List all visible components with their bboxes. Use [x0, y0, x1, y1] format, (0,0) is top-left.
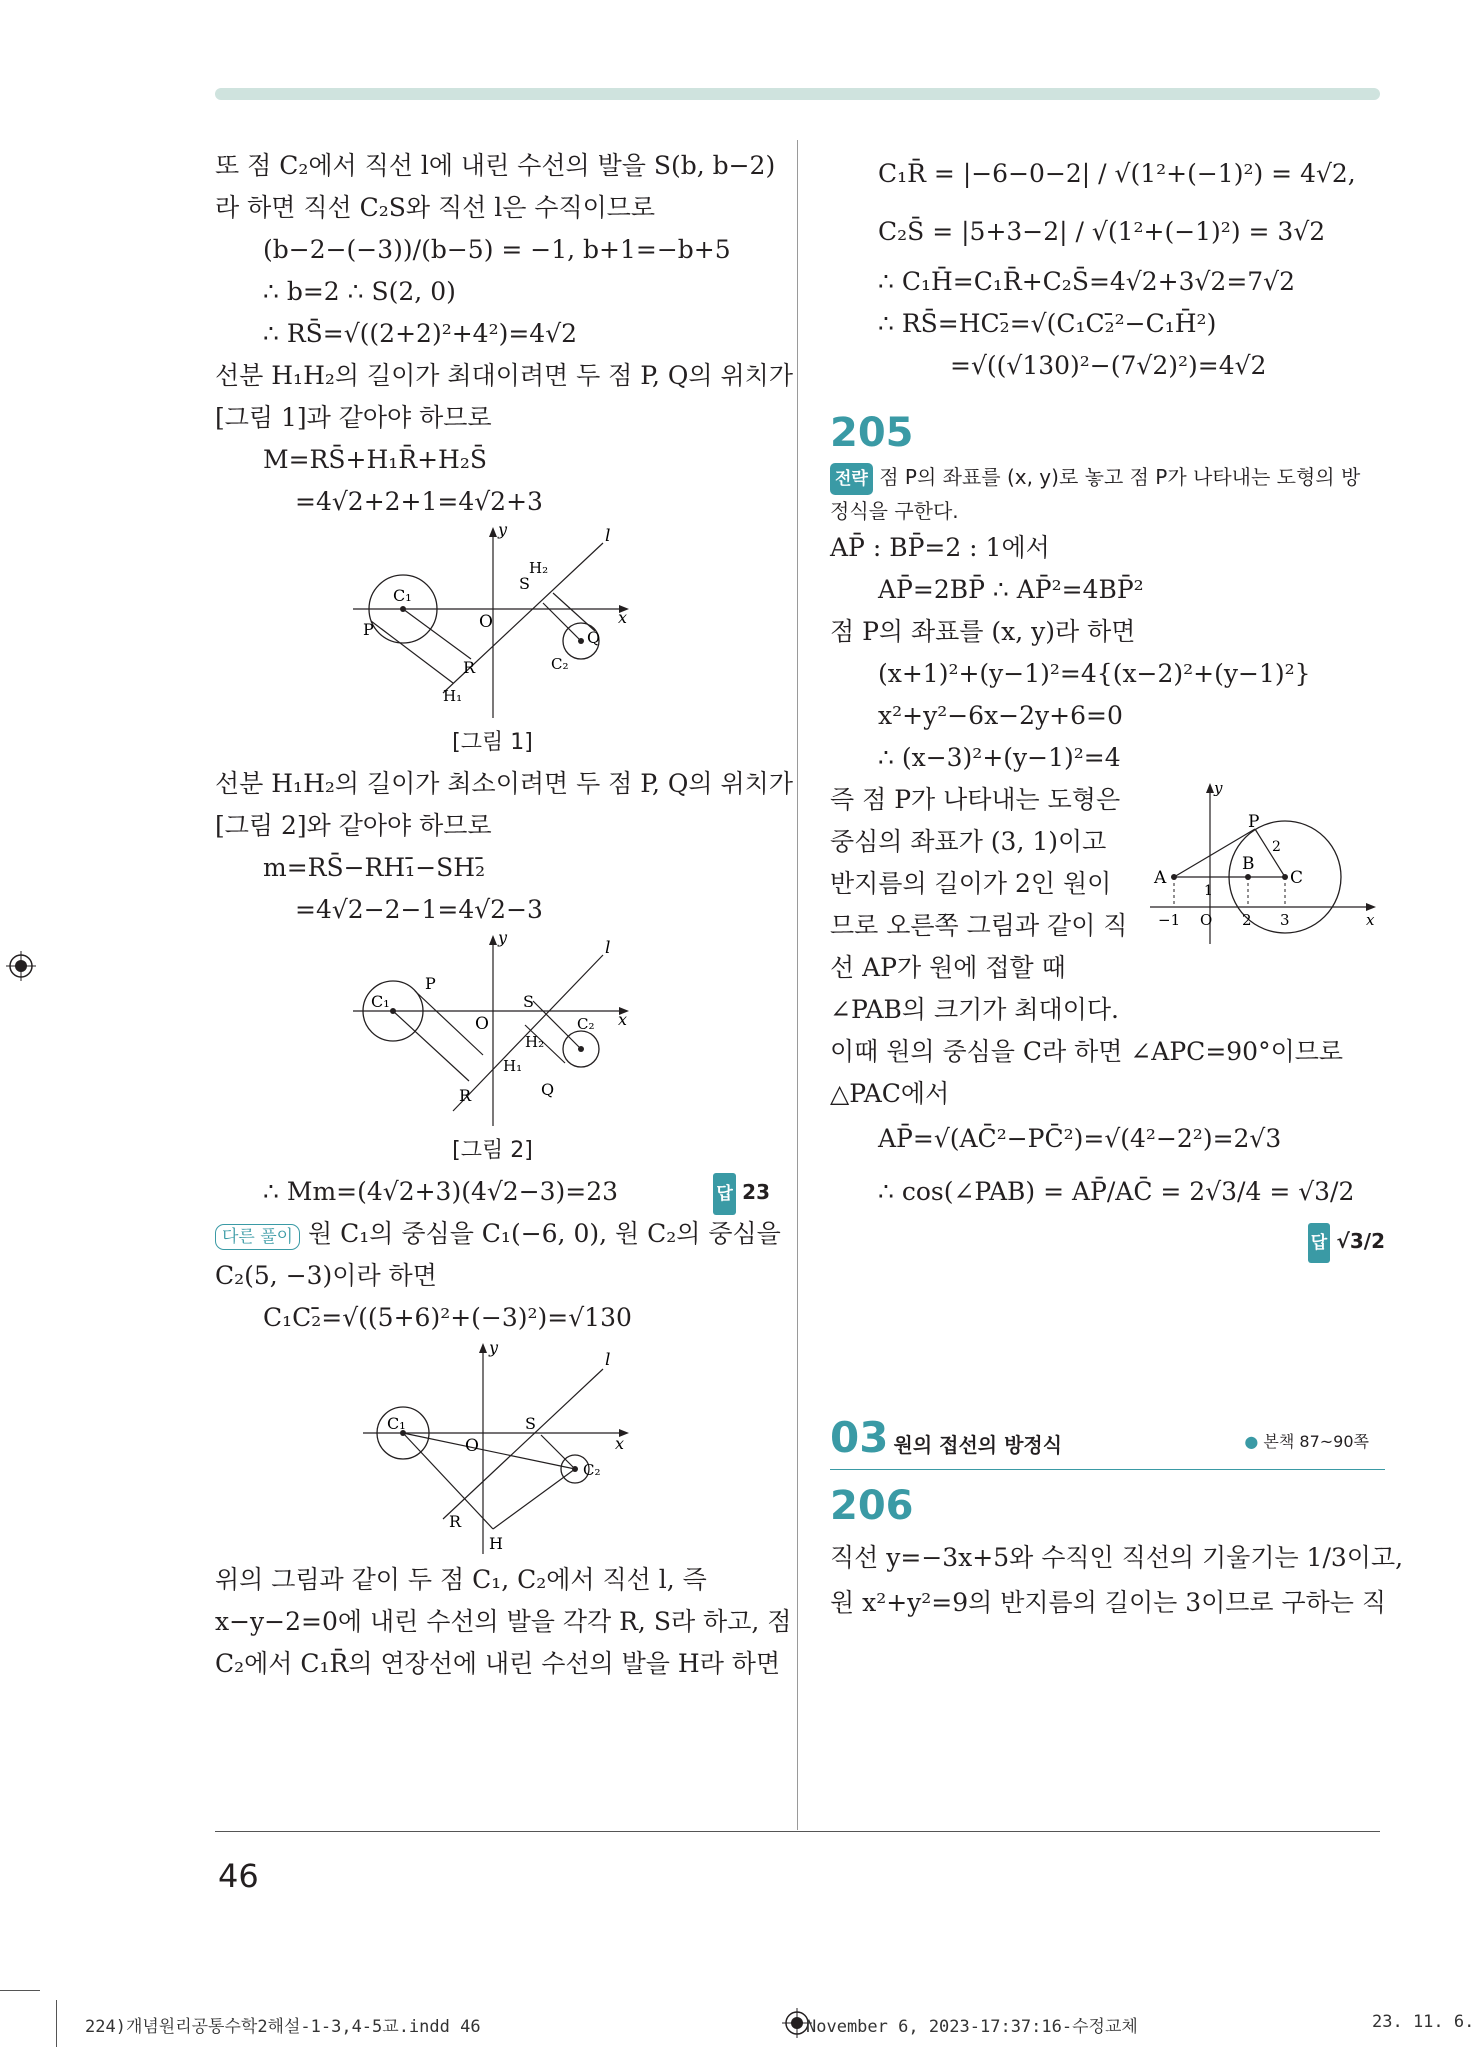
answer-label: 답	[713, 1173, 735, 1215]
svg-text:S: S	[518, 574, 530, 593]
answer	[830, 1221, 1385, 1263]
text-line: 므로 오른쪽 그림과 같이 직	[830, 911, 1128, 940]
equation: =4√2−2−1=4√2−3	[295, 895, 543, 924]
equation: (x+1)²+(y−1)²=4{(x−2)²+(y−1)²}	[878, 659, 1311, 688]
text-line: 즉 점 P가 나타내는 도형은	[830, 785, 1121, 814]
text-line: AP̄ : BP̄=2 : 1에서	[830, 533, 1050, 562]
figure-2-diagram	[343, 931, 643, 1131]
svg-text:C₁: C₁	[386, 1414, 406, 1433]
equation: ∴ b=2 ∴ S(2, 0)	[263, 277, 456, 306]
text-line: x−y−2=0에 내린 수선의 발을 각각 R, S라 하고, 점	[215, 1607, 792, 1636]
svg-text:l: l	[604, 938, 610, 958]
svg-text:3: 3	[1280, 911, 1290, 929]
figure-1-diagram	[343, 523, 643, 723]
section-title: 원의 접선의 방정식	[893, 1433, 1063, 1457]
text-line	[215, 1213, 781, 1255]
equation: ∴ cos(∠PAB) = AP̄/AC̄ = 2√3/4 = √3/2	[878, 1177, 1355, 1206]
equation: ∴ Mm=(4√2+3)(4√2−3)=23	[263, 1177, 619, 1206]
section-number: 03	[830, 1413, 889, 1462]
svg-text:x: x	[617, 1010, 627, 1029]
equation: C₂S̄ = |5+3−2| / √(1²+(−1)²) = 3√2	[878, 217, 1326, 246]
bullet-icon: ●	[1244, 1432, 1259, 1451]
svg-text:H₁: H₁	[502, 1057, 522, 1075]
svg-text:A: A	[1154, 868, 1167, 888]
equation: (b−2−(−3))/(b−5) = −1, b+1=−b+5	[263, 235, 731, 264]
footer-timestamp: November 6, 2023-17:37:16-수정교체	[806, 2017, 1138, 2037]
page-number: 46	[218, 1857, 259, 1895]
text-line: 라 하면 직선 C₂S와 직선 l은 수직이므로	[215, 193, 656, 222]
equation: C₁C₂̄=√((5+6)²+(−3)²)=√130	[263, 1303, 632, 1332]
equation: AP̄=√(AC̄²−PC̄²)=√(4²−2²)=2√3	[878, 1124, 1282, 1153]
wrap-text-figure	[830, 779, 1385, 1031]
equation: ∴ RS̄=√((2+2)²+4²)=4√2	[263, 319, 578, 348]
registration-mark-icon	[6, 951, 36, 981]
svg-text:C₂: C₂	[576, 1015, 594, 1033]
footer-filename: 224)개념원리공통수학2해설-1-3,4-5교.indd 46	[85, 2017, 481, 2037]
problem-number-205: 205	[830, 410, 914, 456]
svg-text:y: y	[488, 1339, 498, 1357]
svg-text:C₁: C₁	[392, 586, 412, 605]
svg-text:O: O	[478, 612, 493, 632]
figure-3-diagram	[343, 1339, 643, 1559]
svg-text:R: R	[458, 1086, 471, 1105]
svg-text:H₁: H₁	[442, 687, 462, 705]
strategy-line	[830, 461, 1385, 495]
top-decorative-bar	[215, 88, 1380, 100]
svg-text:y: y	[1214, 779, 1223, 797]
text-line: C₂에서 C₁R̄의 연장선에 내린 수선의 발을 H라 하면	[215, 1649, 781, 1678]
svg-text:Q: Q	[540, 1080, 554, 1099]
bottom-rule	[215, 1831, 1380, 1832]
problem-number-206: 206	[830, 1483, 914, 1529]
text-line: 선분 H₁H₂의 길이가 최소이려면 두 점 P, Q의 위치가	[215, 769, 793, 798]
equation: =4√2+2+1=4√2+3	[295, 487, 543, 516]
equation: AP̄=2BP̄ ∴ AP̄²=4BP̄²	[878, 575, 1144, 604]
svg-text:C₂: C₂	[582, 1461, 600, 1479]
text-line: 원 x²+y²=9의 반지름의 길이는 3이므로 구하는 직	[830, 1588, 1387, 1617]
text-line: ∠PAB의 크기가 최대이다.	[830, 995, 1119, 1024]
svg-text:2: 2	[1272, 839, 1281, 855]
crop-mark	[56, 2000, 57, 2047]
svg-text:O: O	[464, 1436, 479, 1456]
text: 원 C₁의 중심을 C₁(−6, 0), 원 C₂의 중심을	[308, 1219, 781, 1248]
text-line: 점 P의 좌표를 (x, y)라 하면	[830, 617, 1136, 646]
svg-text:x: x	[614, 1434, 624, 1453]
answer-value: √3/2	[1336, 1229, 1385, 1253]
svg-text:C₂: C₂	[550, 655, 568, 673]
footer-date: 23. 11. 6.	[1372, 2012, 1475, 2032]
text-line: 반지름의 길이가 2인 원이	[830, 869, 1112, 898]
svg-text:H₂: H₂	[524, 1033, 544, 1051]
svg-text:y: y	[497, 931, 507, 947]
svg-text:1: 1	[1204, 883, 1213, 899]
alt-solution-badge: 다른 풀이	[215, 1224, 300, 1250]
crop-mark	[0, 1990, 40, 1991]
strategy-line: 정식을 구한다.	[830, 499, 959, 523]
svg-text:S: S	[524, 1414, 536, 1433]
problem-205-diagram	[1140, 779, 1380, 949]
text-line: 선 AP가 원에 접할 때	[830, 953, 1066, 982]
svg-text:R: R	[448, 1512, 461, 1531]
equation: C₁R̄ = |−6−0−2| / √(1²+(−1)²) = 4√2,	[878, 159, 1356, 188]
column-divider	[797, 140, 798, 1830]
text-line: 또 점 C₂에서 직선 l에 내린 수선의 발을 S(b, b−2)	[215, 151, 776, 180]
answer-label: 답	[1308, 1223, 1330, 1263]
strategy-text: 점 P의 좌표를 (x, y)로 놓고 점 P가 나타내는 도형의 방	[879, 465, 1361, 489]
answer-value: 23	[742, 1180, 770, 1204]
equation: ∴ RS̄=HC₂̄=√(C₁C₂̄²−C₁H̄²)	[878, 309, 1217, 338]
svg-text:l: l	[604, 1350, 610, 1370]
section-reference-text: 본책 87~90쪽	[1263, 1432, 1369, 1451]
svg-text:B: B	[1242, 854, 1255, 874]
equation: ∴ C₁H̄=C₁R̄+C₂S̄=4√2+3√2=7√2	[878, 267, 1296, 296]
svg-text:C: C	[1290, 868, 1304, 888]
svg-text:x: x	[1366, 911, 1375, 929]
text-line: [그림 1]과 같아야 하므로	[215, 403, 492, 432]
figure-2-caption: [그림 2]	[452, 1138, 533, 1163]
section-header	[830, 1413, 1385, 1470]
equation: M=RS̄+H₁R̄+H₂S̄	[263, 445, 487, 474]
left-column	[215, 145, 793, 1685]
svg-text:O: O	[474, 1014, 489, 1034]
text-line: 이때 원의 중심을 C라 하면 ∠APC=90°이므로	[830, 1037, 1344, 1066]
text-line: 직선 y=−3x+5와 수직인 직선의 기울기는 1/3이고,	[830, 1543, 1404, 1572]
svg-text:y: y	[497, 523, 507, 539]
svg-text:P: P	[1248, 812, 1260, 832]
svg-text:2: 2	[1242, 911, 1252, 929]
figure-1-caption: [그림 1]	[452, 730, 533, 755]
svg-text:−1: −1	[1158, 911, 1181, 929]
svg-text:H₂: H₂	[528, 559, 548, 577]
equation: m=RS̄−RH₁̄−SH₂̄	[263, 853, 486, 882]
svg-text:C₁: C₁	[370, 992, 390, 1011]
svg-text:x: x	[617, 608, 627, 627]
text-line: 위의 그림과 같이 두 점 C₁, C₂에서 직선 l, 즉	[215, 1565, 707, 1594]
svg-text:P: P	[362, 620, 374, 639]
equation-with-answer	[215, 1171, 770, 1213]
svg-text:P: P	[424, 974, 436, 993]
equation: =√((√130)²−(7√2)²)=4√2	[950, 351, 1267, 380]
svg-text:l: l	[604, 526, 610, 546]
text-line: 선분 H₁H₂의 길이가 최대이려면 두 점 P, Q의 위치가	[215, 361, 793, 390]
text-line: 중심의 좌표가 (3, 1)이고	[830, 827, 1107, 856]
svg-text:R: R	[462, 658, 475, 677]
text-line: C₂(5, −3)이라 하면	[215, 1261, 437, 1290]
strategy-badge: 전략	[830, 463, 873, 495]
text-line: [그림 2]와 같아야 하므로	[215, 811, 492, 840]
answer	[713, 1171, 770, 1215]
svg-text:H: H	[488, 1534, 503, 1553]
svg-text:S: S	[522, 992, 534, 1011]
text-line: △PAC에서	[830, 1079, 950, 1108]
svg-text:Q: Q	[586, 628, 600, 647]
equation: x²+y²−6x−2y+6=0	[878, 701, 1123, 730]
equation: ∴ (x−3)²+(y−1)²=4	[878, 743, 1121, 772]
right-column	[830, 145, 1404, 1624]
svg-text:O: O	[1200, 911, 1213, 929]
section-reference	[1244, 1429, 1369, 1452]
